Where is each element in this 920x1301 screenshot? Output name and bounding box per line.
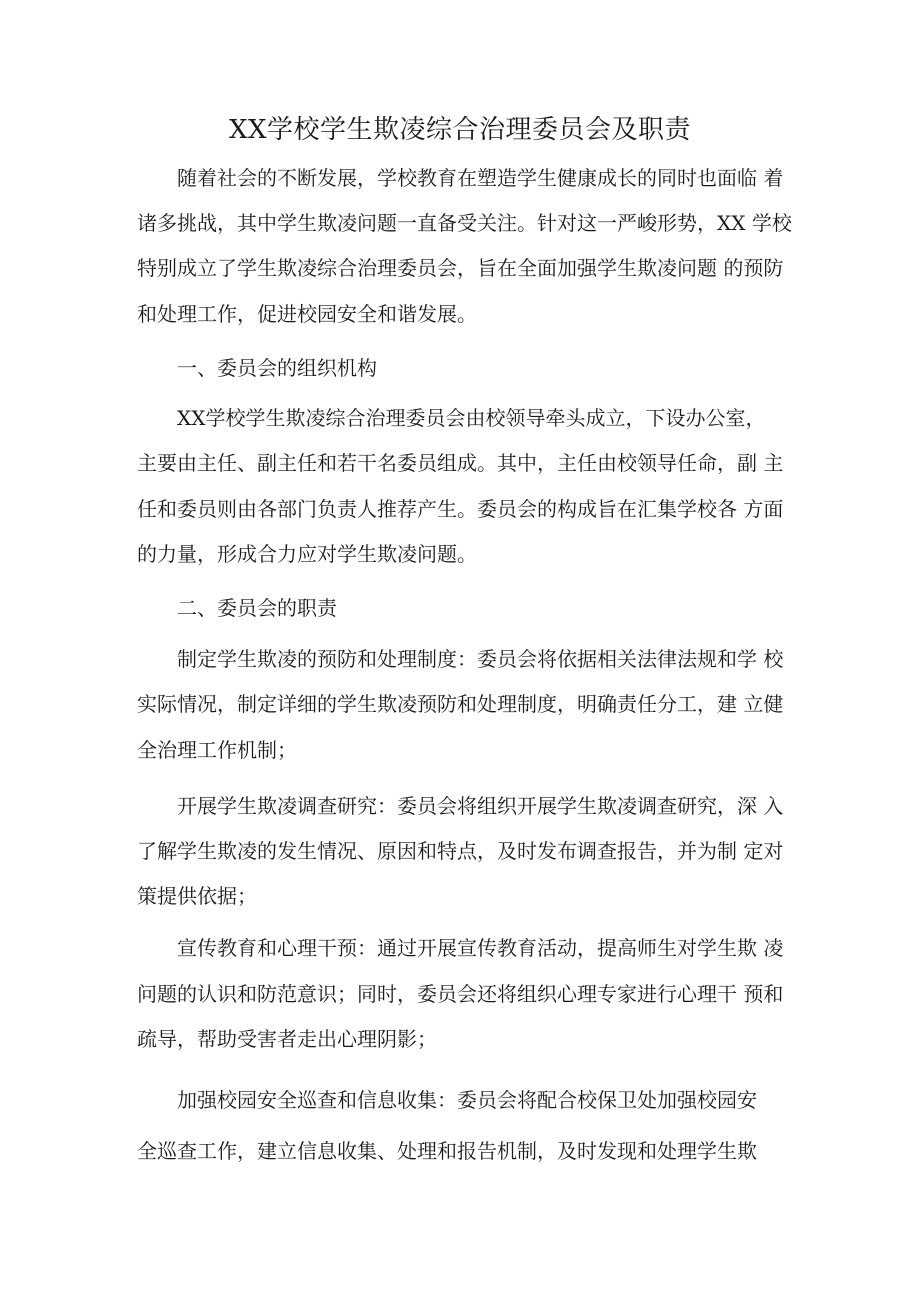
paragraph-line: 问题的认识和防范意识；同时，委员会还将组织心理专家进行心理干 预和	[137, 982, 784, 1006]
paragraph-line: 诸多挑战，其中学生欺凌问题一直备受关注。针对这一严峻形势，XX 学校	[137, 211, 792, 235]
paragraph-line: 和处理工作，促进校园安全和谐发展。	[137, 302, 477, 326]
paragraph-line: 任和委员则由各部门负责人推荐产生。委员会的构成旨在汇集学校各 方面	[137, 497, 784, 521]
document-title: XX学校学生欺凌综合治理委员会及职责	[228, 115, 692, 145]
paragraph-line: 宣传教育和心理干预：通过开展宣传教育活动，提高师生对学生欺 凌	[177, 936, 784, 960]
paragraph-line: 制定学生欺凌的预防和处理制度：委员会将依据相关法律法规和学 校	[177, 647, 784, 671]
paragraph-line: 全巡查工作，建立信息收集、处理和报告机制，及时发现和处理学生欺	[137, 1139, 757, 1163]
paragraph-line: 了解学生欺凌的发生情况、原因和特点，及时发布调查报告，并为制 定对	[137, 839, 784, 863]
section-heading: 一、委员会的组织机构	[177, 356, 377, 380]
paragraph-line: 特别成立了学生欺凌综合治理委员会，旨在全面加强学生欺凌问题 的预防	[137, 256, 784, 280]
paragraph-line: 主要由主任、副主任和若干名委员组成。其中，主任由校领导任命，副 主	[137, 451, 784, 475]
paragraph-line: 策提供依据；	[137, 884, 257, 908]
paragraph-line: 疏导，帮助受害者走出心理阴影；	[137, 1027, 437, 1051]
paragraph-line: 随着社会的不断发展，学校教育在塑造学生健康成长的同时也面临 着	[177, 166, 784, 190]
paragraph-line: 全治理工作机制；	[137, 738, 297, 762]
section-heading: 二、委员会的职责	[177, 596, 337, 620]
paragraph-line: 实际情况，制定详细的学生欺凌预防和处理制度，明确责任分工，建 立健	[137, 692, 784, 716]
paragraph-line: 的力量，形成合力应对学生欺凌问题。	[137, 542, 477, 566]
paragraph-line: 加强校园安全巡查和信息收集：委员会将配合校保卫处加强校园安	[177, 1088, 757, 1112]
paragraph-line: 开展学生欺凌调查研究：委员会将组织开展学生欺凌调查研究，深 入	[177, 794, 784, 818]
paragraph-line: XX学校学生欺凌综合治理委员会由校领导牵头成立，下设办公室，	[177, 406, 766, 430]
